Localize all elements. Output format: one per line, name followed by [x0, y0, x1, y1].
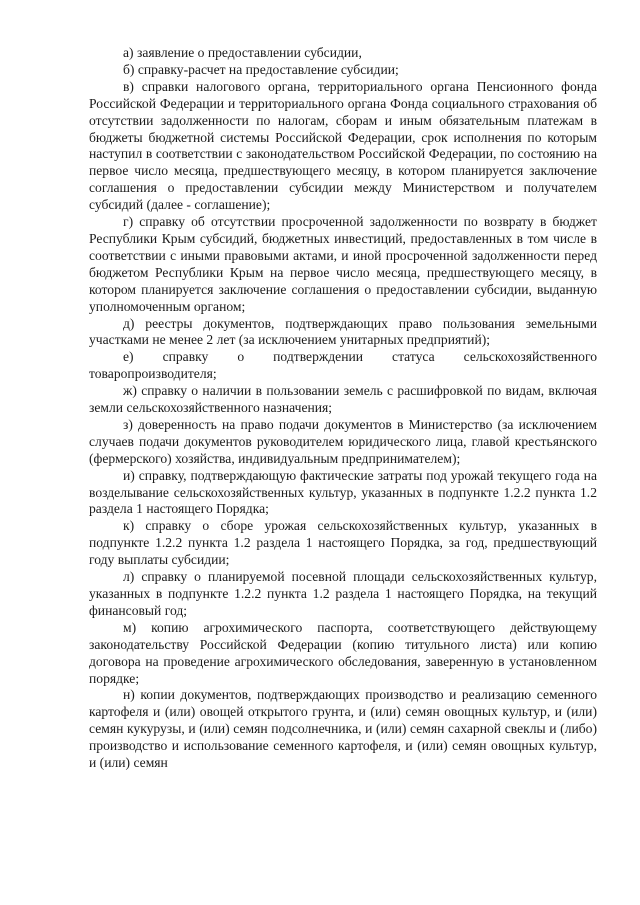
paragraph-e: е) справку о подтверждении статуса сельскохозяйственного товаропроизводителя; — [89, 349, 597, 382]
paragraph-g: г) справку об отсутствии просроченной задолженности по возврату в бюджет Республики Крым субсидий, бюджетных инвестиций, предоставленных в том числе в соответствии с иными правовыми актами, и иной просроченной задолженности перед бюджетом Республики Крым на первое число месяца, предшествующего месяцу, в котором планируется заключение соглашения о предоставлении субсидии, выданную уполномоченным органом; — [89, 214, 597, 314]
paragraph-l: л) справку о планируемой посевной площади сельскохозяйственных культур, указанных в подпункте 1.2.2 пункта 1.2 раздела 1 настоящего Порядка, на текущий финансовый год; — [89, 569, 597, 618]
paragraph-z: з) доверенность на право подачи документов в Министерство (за исключением случаев подачи документов руководителем юридического лица, главой крестьянского (фермерского) хозяйства, индивидуальным предпринимателем); — [89, 416, 597, 466]
document-body — [89, 45, 597, 772]
paragraph-a: а) заявление о предоставлении субсидии, — [123, 45, 362, 60]
paragraph-d: д) реестры документов, подтверждающих право пользования земельными участками не менее 2 лет (за исключением унитарных предприятий); — [89, 315, 597, 348]
paragraph-k: к) справку о сборе урожая сельскохозяйственных культур, указанных в подпункте 1.2.2 пункта 1.2 раздела 1 настоящего Порядка, за год, предшествующий году выплаты субсидии; — [89, 518, 597, 568]
paragraph-m: м) копию агрохимического паспорта, соответствующего действующему законодательству Российской Федерации (копию титульного листа) или копию договора на проведение агрохимического обследования, заверенную в установленном порядке; — [89, 619, 597, 686]
paragraph-b: б) справку-расчет на предоставление субсидии; — [123, 61, 399, 77]
paragraph-n: н) копии документов, подтверждающих производство и реализацию семенного картофеля и (или) овощей открытого грунта, и (или) семян овощных культур, и (или) семян кукурузы, и (или) семян подсолнечника, и (или) семян сахарной свеклы и (либо) производство и использование семенного картофеля, и (или) семян овощных культур, и (или) семян — [89, 687, 597, 771]
paragraph-zh: ж) справку о наличии в пользовании земель с расшифровкой по видам, включая земли сельскохозяйственного назначения; — [89, 383, 597, 416]
paragraph-v: в) справки налогового органа, территориального органа Пенсионного фонда Российской Федерации и территориального органа Фонда социального страхования об отсутствии задолженности по налогам, сборам и иным обязательным платежам в бюджеты бюджетной системы Российской Федерации, срок исполнения по которым наступил в соответствии с законодательством Российской Федерации, по состоянию на первое число месяца, предшествующего месяцу, в котором планируется заключение соглашения о предоставлении субсидии между Министерством и получателем субсидий (далее - соглашение); — [89, 78, 597, 213]
paragraph-i: и) справку, подтверждающую фактические затраты под урожай текущего года на возделывание сельскохозяйственных культур, указанных в подпункте 1.2.2 пункта 1.2 раздела 1 настоящего Порядка; — [89, 467, 597, 517]
